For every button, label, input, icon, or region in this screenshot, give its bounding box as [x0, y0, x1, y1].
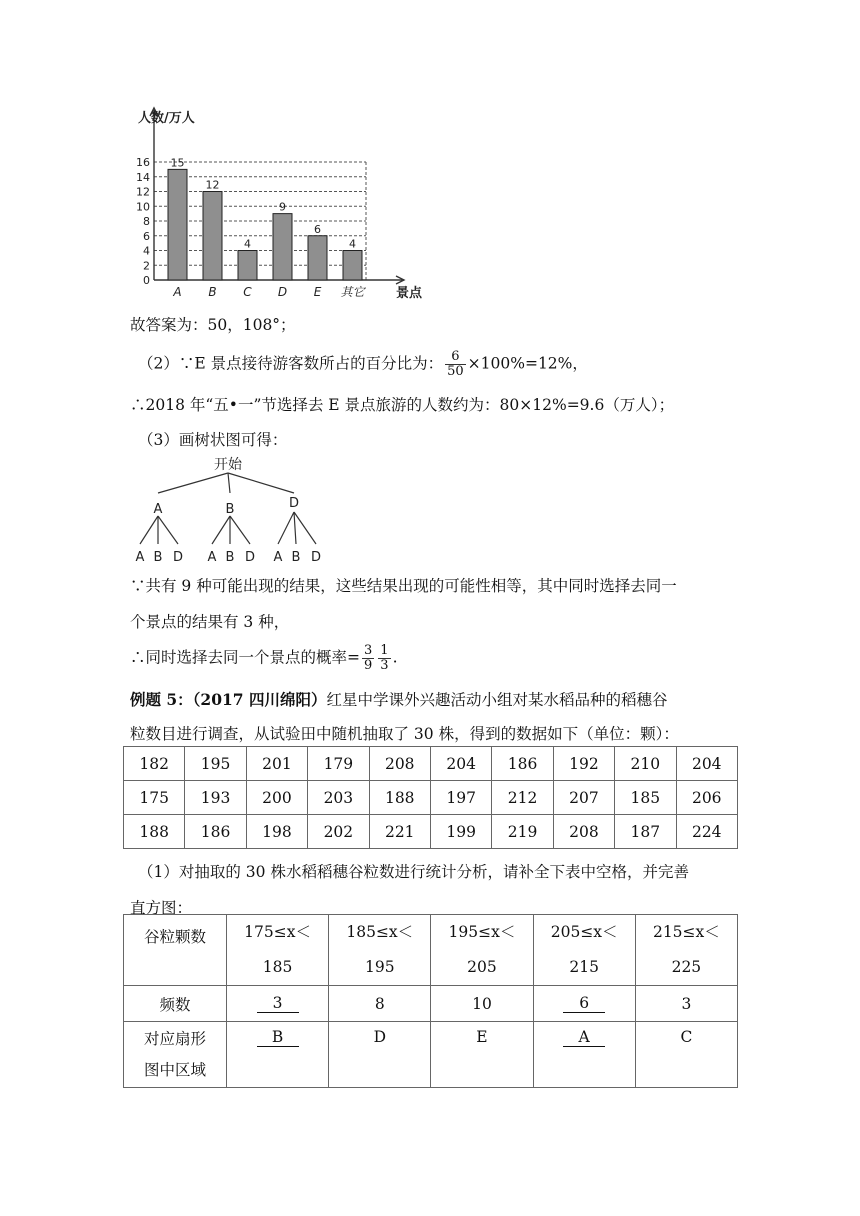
region-cell: D: [329, 1022, 431, 1088]
prob-suffix: .: [392, 648, 398, 667]
range-top: 205≤x＜: [550, 923, 618, 941]
tree-leaf: A: [273, 550, 283, 565]
data-cell: 197: [430, 781, 491, 815]
data-cell: 193: [185, 781, 246, 815]
data-cell: 219: [492, 815, 553, 849]
range-top: 185≤x＜: [346, 923, 414, 941]
tree-leaf: A: [135, 550, 145, 565]
range-bottom: 195: [364, 958, 395, 976]
range-top: 175≤x＜: [244, 923, 311, 941]
frequency-table: [123, 914, 738, 1088]
data-cell: 179: [308, 747, 369, 781]
category-label: 其它: [340, 285, 365, 299]
range-bottom: 205: [467, 958, 497, 976]
freq-cell: 3: [635, 986, 737, 1022]
data-cell: 188: [124, 815, 185, 849]
range-bottom: 215: [569, 958, 599, 976]
y-tick-label: 14: [136, 170, 150, 184]
header-cell: 谷粒颗数: [124, 915, 227, 986]
range-cell: [431, 915, 533, 986]
tree-leaf: D: [310, 550, 322, 565]
part2-suffix: ×100%=12%，: [467, 354, 588, 373]
tree-node-d: D: [288, 496, 300, 511]
bar: [238, 251, 257, 281]
freq-cell: [227, 986, 329, 1022]
answer-line: 故答案为：50，108°；: [130, 316, 296, 334]
fraction: [362, 644, 374, 673]
data-cell: 195: [185, 747, 246, 781]
fraction-numerator: 6: [445, 350, 466, 365]
range-bottom: 225: [671, 958, 702, 976]
region-cell: E: [431, 1022, 533, 1088]
range-bottom: 185: [262, 958, 293, 976]
reason-line-1: ∵共有 9 种可能出现的结果，这些结果出现的可能性相等，其中同时选择去同一: [130, 577, 677, 595]
category-label: E: [313, 285, 322, 299]
answer-blank: 6: [563, 994, 605, 1013]
range-cell: [227, 915, 329, 986]
y-tick-label: 8: [143, 215, 150, 228]
tree-node-a: A: [153, 502, 163, 517]
region-cell: [227, 1022, 329, 1088]
region-label-bottom: 图中区域: [143, 1060, 206, 1079]
data-cell: 224: [676, 815, 737, 849]
tree-leaf: B: [153, 550, 163, 565]
freq-label-cell: 频数: [124, 986, 227, 1022]
bar-value-label: 4: [244, 237, 251, 251]
tree-root: 开始: [214, 457, 242, 473]
bar-value-label: 12: [205, 178, 220, 192]
y-tick-label: 0: [143, 274, 150, 287]
data-cell: 206: [676, 781, 737, 815]
bar-value-label: 6: [314, 222, 321, 236]
range-cell: [635, 915, 737, 986]
fraction: [445, 350, 466, 379]
bar: [273, 214, 292, 280]
data-cell: 182: [124, 747, 185, 781]
part2-line: [138, 350, 588, 379]
data-cell: 204: [430, 747, 491, 781]
tree-edge: [228, 473, 230, 493]
data-cell: 199: [430, 815, 491, 849]
tree-edge: [294, 512, 296, 544]
data-cell: 185: [615, 781, 676, 815]
tree-edge: [158, 516, 178, 544]
fraction-denominator: 9: [364, 658, 373, 673]
data-cell: 221: [369, 815, 430, 849]
tree-edge: [228, 473, 294, 493]
bar: [343, 251, 362, 281]
data-row: [124, 815, 738, 849]
freq-cell: [533, 986, 635, 1022]
category-label: B: [208, 285, 217, 299]
y-tick-label: 12: [136, 185, 150, 199]
fraction-numerator: 3: [364, 643, 373, 658]
data-cell: 204: [676, 747, 737, 781]
data-cell: 186: [492, 747, 553, 781]
data-cell: 208: [369, 747, 430, 781]
data-cell: 192: [553, 747, 614, 781]
data-cell: 188: [369, 781, 430, 815]
tree-diagram: [128, 452, 348, 570]
y-tick-label: 2: [143, 259, 150, 273]
data-row: [124, 747, 738, 781]
tree-edge: [278, 512, 294, 544]
range-cell: [329, 915, 431, 986]
tree-edge: [230, 516, 250, 544]
part2-result-line: ∴2018 年“五•一”节选择去 E 景点旅游的人数约为：80×12%=9.6（万人）；: [130, 396, 675, 414]
data-row: [124, 781, 738, 815]
x-axis-label: 景点: [396, 286, 423, 301]
data-cell: 212: [492, 781, 553, 815]
y-tick-label: 10: [136, 200, 150, 214]
data-cell: 175: [124, 781, 185, 815]
data-cell: 202: [308, 815, 369, 849]
y-tick-label: 6: [143, 229, 150, 243]
example-line-1: [130, 688, 667, 710]
fraction-denominator: 3: [380, 658, 389, 673]
tree-leaf: D: [172, 550, 184, 565]
data-cell: 208: [553, 815, 614, 849]
y-tick-label: 16: [136, 156, 150, 169]
example-line-2: 粒数目进行调查，从试验田中随机抽取了 30 株，得到的数据如下（单位：颗）：: [130, 725, 679, 743]
freq-cell: 10: [431, 986, 533, 1022]
category-label: A: [173, 285, 182, 299]
answer-blank: A: [563, 1028, 605, 1047]
range-top: 215≤x＜: [652, 923, 720, 941]
tree-leaf: B: [225, 550, 235, 565]
data-cell: 203: [308, 781, 369, 815]
y-axis-label: 人数/万人: [138, 111, 195, 126]
bar-value-label: 9: [279, 200, 286, 214]
tree-edge: [212, 516, 230, 544]
probability-line: [130, 644, 398, 673]
data-table: [123, 746, 738, 849]
tree-edge: [294, 512, 316, 544]
part2-prefix: （2）∵E 景点接待游客数所占的百分比为：: [138, 354, 444, 373]
category-label: D: [277, 285, 288, 299]
range-top: 195≤x＜: [448, 923, 516, 941]
fraction-numerator: 1: [380, 643, 389, 658]
y-tick-label: 4: [143, 244, 150, 258]
tree-edge: [158, 473, 228, 493]
region-cell: C: [635, 1022, 737, 1088]
fraction: [378, 644, 390, 673]
tree-edge: [140, 516, 158, 544]
category-label: C: [243, 285, 252, 299]
part3-line: （3）画树状图可得：: [138, 431, 288, 449]
region-cell: [533, 1022, 635, 1088]
data-cell: 201: [246, 747, 307, 781]
bar-value-label: 4: [349, 237, 356, 251]
answer-blank: 3: [257, 994, 299, 1013]
freq-cell: 8: [329, 986, 431, 1022]
example-text: 红星中学课外兴趣活动小组对某水稻品种的稻穗谷: [326, 691, 668, 709]
tree-node-b: B: [225, 502, 235, 517]
data-cell: 186: [185, 815, 246, 849]
data-cell: 207: [553, 781, 614, 815]
data-cell: 187: [615, 815, 676, 849]
bar-value-label: 15: [170, 156, 185, 170]
data-cell: 198: [246, 815, 307, 849]
prob-prefix: ∴同时选择去同一个景点的概率=: [130, 648, 360, 667]
question1-line-2: 直方图：: [130, 899, 193, 917]
reason-line-2: 个景点的结果有 3 种，: [130, 613, 290, 631]
data-cell: 200: [246, 781, 307, 815]
bar-chart: [128, 104, 438, 304]
tree-leaf: D: [244, 550, 256, 565]
fraction-denominator: 50: [447, 364, 464, 379]
answer-blank: B: [257, 1028, 299, 1047]
tree-leaf: B: [291, 550, 301, 565]
bar: [308, 236, 327, 280]
region-label-top: 对应扇形: [143, 1029, 206, 1048]
data-cell: 210: [615, 747, 676, 781]
tree-leaf: A: [207, 550, 217, 565]
bar: [203, 192, 222, 281]
question1-line-1: （1）对抽取的 30 株水稻稻穗谷粒数进行统计分析，请补全下表中空格，并完善: [138, 863, 689, 881]
region-label-cell: [124, 1022, 227, 1088]
example-title: 例题 5：（2017 四川绵阳）: [130, 690, 327, 709]
range-cell: [533, 915, 635, 986]
bar: [168, 169, 187, 280]
